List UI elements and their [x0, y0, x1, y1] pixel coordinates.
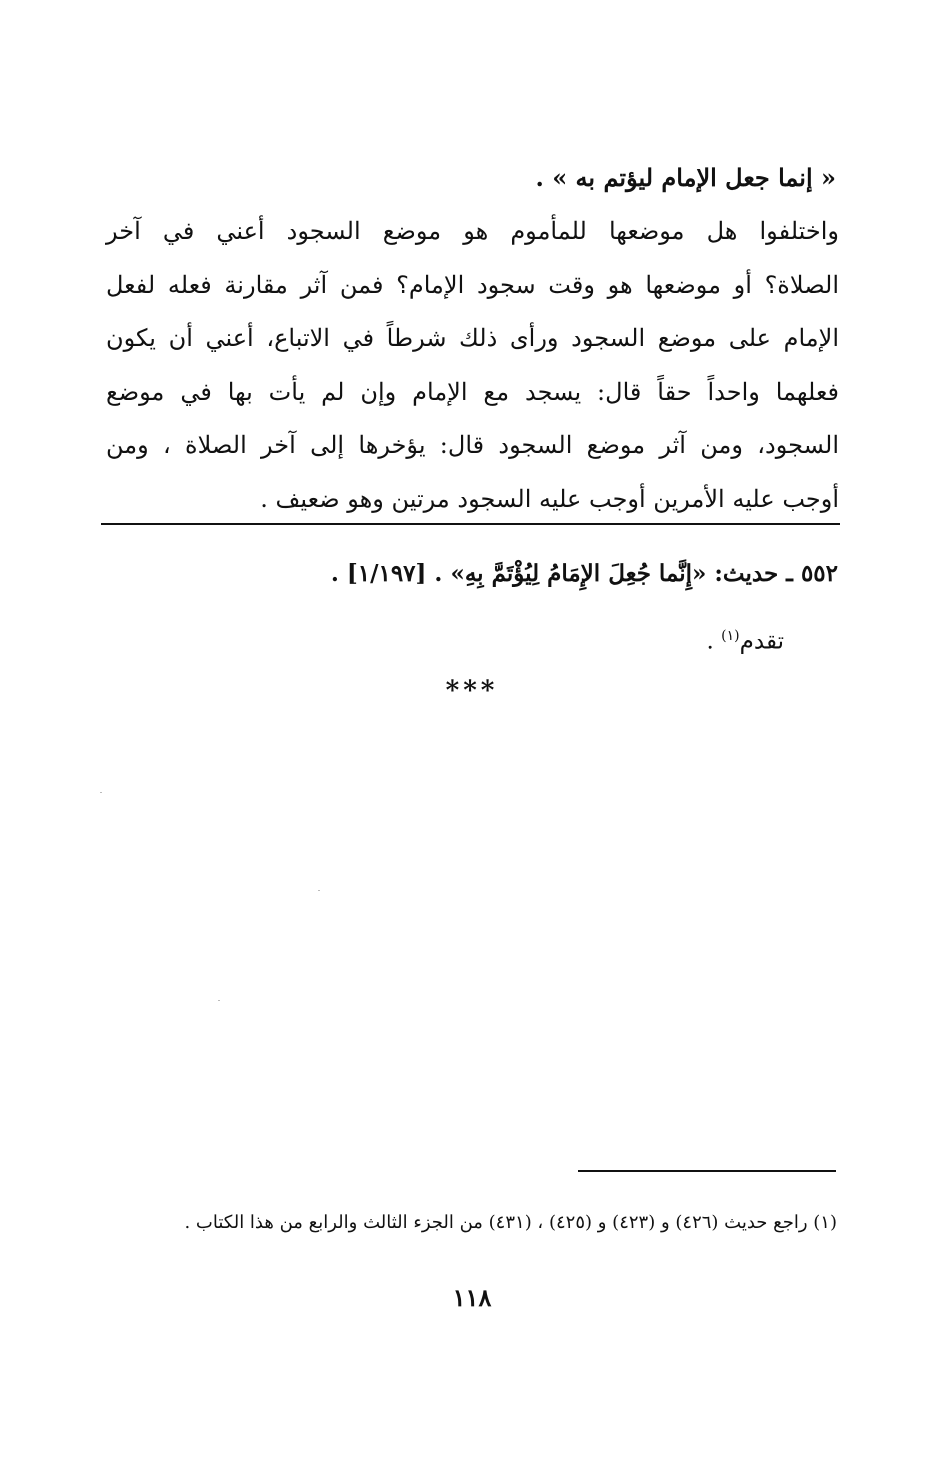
paragraph-line: الصلاة؟ أو موضعها هو وقت سجود الإمام؟ فمن آثر مقارنة فعله لفعل — [106, 270, 839, 299]
hadith-quote: « إنما جعل الإمام ليؤتم به » . — [535, 163, 836, 192]
body-paragraph — [106, 205, 839, 526]
paragraph-line: السجود، ومن آثر موضع السجود قال: يؤخرها إلى آخر الصلاة ، ومن — [106, 431, 839, 459]
paragraph-line: فعلهما واحداً حقاً قال: يسجد مع الإمام وإن لم يأت بها في موضع — [106, 377, 839, 406]
paragraph-line: أوجب عليه الأمرين أوجب عليه السجود مرتين وهو ضعيف . — [260, 484, 839, 513]
cross-reference — [184, 618, 784, 660]
footnote-marker: (١) — [721, 628, 740, 644]
section-divider — [101, 523, 840, 525]
cross-reference-text: تقدم — [739, 628, 784, 655]
scan-speck — [218, 1000, 220, 1001]
footnote-divider — [578, 1170, 836, 1172]
scan-speck — [318, 890, 320, 891]
paragraph-line: الإمام على موضع السجود ورأى ذلك شرطاً في الاتباع، أعني أن يكون — [106, 324, 839, 352]
hadith-entry: ٥٥٢ ـ حديث: «إِنَّما جُعِلَ الإِمَامُ لِيُؤْتَمَّ بِهِ» . [١/١٩٧] . — [330, 560, 838, 587]
paragraph-line: واختلفوا هل موضعها للمأموم هو موضع السجود أعني في آخر — [106, 217, 839, 245]
footnote: (١) راجع حديث (٤٢٦) و (٤٢٣) و (٤٢٥) ، (٤٣١) من الجزء الثالث والرابع من هذا الكتاب . — [184, 1212, 837, 1233]
cross-reference-end: . — [706, 628, 722, 655]
section-separator: *** — [445, 676, 499, 706]
page-number: ١١٨ — [452, 1283, 492, 1312]
scan-speck — [100, 792, 102, 793]
